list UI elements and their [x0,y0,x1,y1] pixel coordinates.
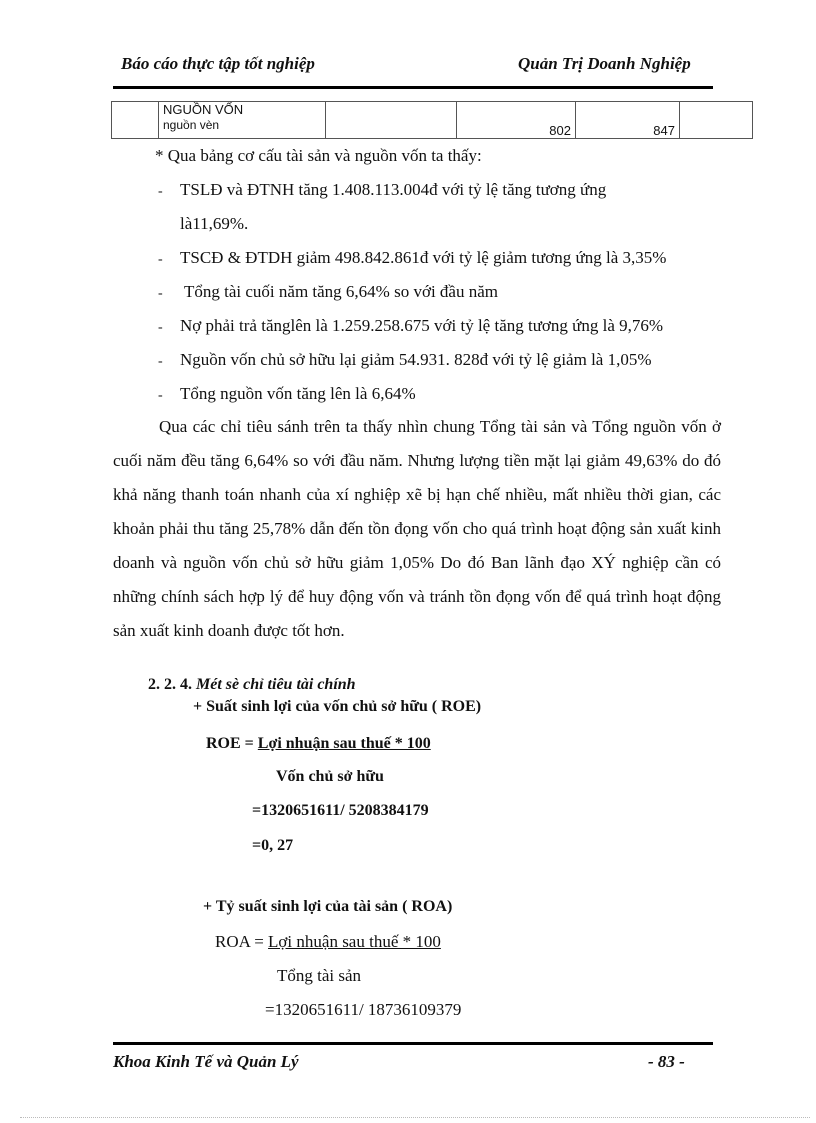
roe-result: =0, 27 [252,837,294,854]
analysis-paragraph: Qua các chỉ tiêu sánh trên ta thấy nhìn chung Tổng tài sản và Tổng nguồn vốn ở cuối năm đều tăng 6,64% so với đầu năm. Nhưng lượng tiền mặt lại giảm 49,63% do đó khả năng thanh toán nhanh của xí nghiệp xẽ bị hạn chế nhiều, mất nhiều thời gian, các khoản phải thu tăng 25,78% dẫn đến tồn đọng vốn cho quá trình hoạt động sản xuất kinh doanh và nguồn vốn chủ sở hữu giảm 1,05% Do đó Ban lãnh đạo XÝ nghiệp cần có những chính sách hợp lý để huy động vốn và tránh tồn đọng vốn để quá trình hoạt động sản xuất kinh doanh được tốt hơn. [113,417,721,640]
table-cell-label [159,102,326,139]
table-cell-value-2: 847 [576,102,680,139]
page-number: - 83 - [648,1052,685,1071]
summary-item: TSCĐ & ĐTDH giảm 498.842.861đ với tỷ lệ giảm tương ứng là 3,35% [180,248,667,267]
roa-formula [215,932,441,952]
bullet-marker: - [158,286,163,301]
roe-heading: + Suất sinh lợi của vốn chủ sở hữu ( ROE) [193,698,482,715]
roe-numerator: Lợi nhuận sau thuế * 100 [257,735,431,752]
section-heading [148,676,356,694]
row-title: NGUỒN VỐN [163,102,244,117]
summary-intro: * Qua bảng cơ cấu tài sản và nguồn vốn ta thấy: [155,146,482,165]
section-number: 2. 2. 4. [148,676,192,693]
row-subtitle: nguồn vèn [163,118,220,132]
header-rule [113,86,713,89]
roa-heading: + Tỷ suất sinh lợi của tài sản ( ROA) [203,898,453,915]
footer-rule [113,1042,713,1045]
bullet-marker: - [158,354,163,369]
table-row [112,102,753,139]
bullet-marker: - [158,184,163,199]
summary-item: Nợ phải trả tănglên là 1.259.258.675 với tỷ lệ tăng tương ứng là 9,76% [180,316,664,335]
table-cell-value-1: 802 [457,102,576,139]
table-cell-empty [112,102,159,139]
summary-item: Tổng nguồn vốn tăng lên là 6,64% [180,384,416,403]
table-cell-empty [680,102,753,139]
summary-item: là11,69%. [180,214,249,233]
summary-item: Tổng tài cuối năm tăng 6,64% so với đầu năm [184,282,498,301]
roe-formula [206,735,431,753]
summary-item: Nguồn vốn chủ sở hữu lại giảm 54.931. 828đ với tỷ lệ giảm là 1,05% [180,350,652,369]
roa-denominator: Tổng tài sản [277,966,362,985]
table-cell-empty [326,102,457,139]
bullet-marker: - [158,388,163,403]
roa-label: ROA = [215,932,269,951]
roe-denominator: Vốn chủ sở hữu [276,768,384,785]
roe-label: ROE = [206,735,258,752]
roe-calc: =1320651611/ 5208384179 [252,802,429,819]
summary-item: TSLĐ và ĐTNH tăng 1.408.113.004đ với tỷ lệ tăng tương ứng [180,180,607,199]
header-right: Quản Trị Doanh Nghiệp [518,54,691,73]
bullet-marker: - [158,320,163,335]
roa-calc: =1320651611/ 18736109379 [265,1000,462,1019]
bullet-marker: - [158,252,163,267]
footer-left: Khoa Kinh Tế và Quản Lý [113,1052,299,1071]
roa-numerator: Lợi nhuận sau thuế * 100 [268,932,441,951]
section-title: Mét sè chỉ tiêu tài chính [196,676,356,693]
header-left: Báo cáo thực tập tốt nghiệp [121,54,315,73]
capital-table [111,101,753,139]
page-edge-divider [20,1117,810,1118]
